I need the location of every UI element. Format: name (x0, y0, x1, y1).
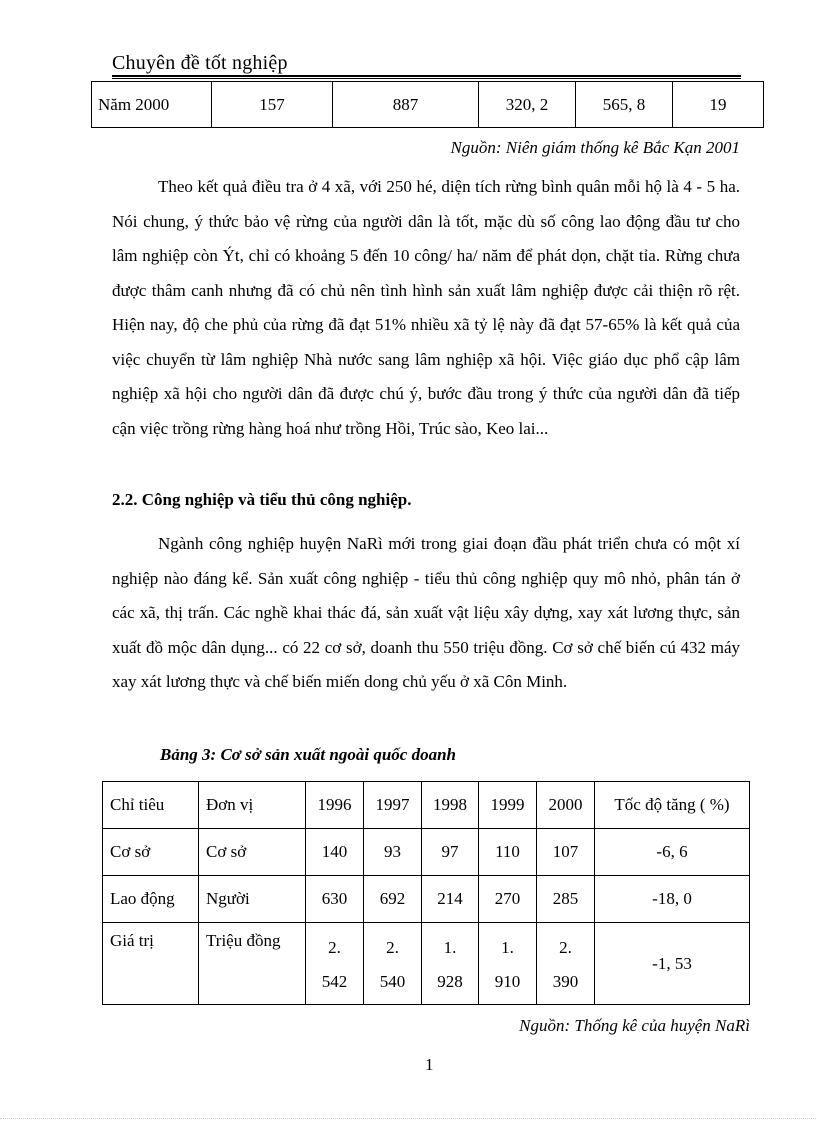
table-cell: Cơ sở (103, 829, 199, 876)
table-cell (306, 923, 364, 1005)
table-row (92, 82, 764, 128)
cell-line: 1. (501, 938, 514, 957)
column-header: Chỉ tiêu (103, 782, 199, 829)
table-cell: 93 (364, 829, 422, 876)
table-cell: Giá trị (103, 923, 199, 1005)
table-cell: 97 (422, 829, 479, 876)
table-cell: 157 (212, 82, 333, 128)
paragraph (112, 170, 740, 446)
cell-line: 390 (552, 972, 579, 991)
table-cell (479, 923, 537, 1005)
cell-line: 2. (559, 938, 572, 957)
cell-line: 542 (321, 972, 348, 991)
column-header: 1997 (364, 782, 422, 829)
column-header: 1996 (306, 782, 364, 829)
data-table (102, 781, 750, 1005)
section-heading: 2.2. Công nghiệp và tiểu thủ công nghiệp. (112, 490, 412, 509)
cell-line: 928 (437, 972, 463, 991)
table-cell (537, 923, 595, 1005)
header-rule-thin (112, 78, 741, 79)
paragraph-text: Theo kết quả điều tra ở 4 xã, với 250 hé, diện tích rừng bình quân mỗi hộ là 4 - 5 ha. Nói chung, ý thức bảo vệ rừng của người dân là tốt, mặc dù số công lao động đầu tư cho lâm nghiệp còn Ýt, chỉ có khoảng 5 đến 10 công/ ha/ năm để phát dọn, chặt tỉa. Rừng chưa được thâm canh nhưng đã có chủ nên tình hình sản xuất lâm nghiệp được cải thiện rõ rệt. Hiện nay, độ che phủ của rừng đã đạt 51% nhiều xã tỷ lệ này đã đạt 57-65% là kết quả của việc chuyển từ lâm nghiệp Nhà nước sang lâm nghiệp xã hội. Việc giáo dục phổ cập lâm nghiệp xã hội cho người dân đã được chú ý, bước đầu trong ý thức của người dân đã tiếp cận việc trồng rừng hàng hoá như trồng Hồi, Trúc sào, Keo lai... (112, 177, 740, 438)
table-caption: Bảng 3: Cơ sở sản xuất ngoài quốc doanh (160, 745, 456, 764)
table-cell: Năm 2000 (92, 82, 212, 128)
table-cell: -18, 0 (595, 876, 750, 923)
column-header: Tốc độ tăng ( %) (595, 782, 750, 829)
column-header: Đơn vị (199, 782, 306, 829)
cell-line: 2. (386, 938, 399, 957)
table-cell: Lao động (103, 876, 199, 923)
table-cell (364, 923, 422, 1005)
cell-line: 540 (379, 972, 406, 991)
source-note: Nguồn: Niên giám thống kê Bắc Kạn 2001 (450, 138, 740, 157)
page-number: 1 (425, 1055, 434, 1074)
table-row (103, 923, 750, 1005)
column-header: 1999 (479, 782, 537, 829)
table-cell: 320, 2 (479, 82, 576, 128)
table-cell: 692 (364, 876, 422, 923)
table-row (103, 876, 750, 923)
table-cell: 140 (306, 829, 364, 876)
column-header: 2000 (537, 782, 595, 829)
cell-line: 1. (443, 938, 457, 957)
table-cell: 107 (537, 829, 595, 876)
header-rule (112, 75, 741, 77)
table-cell: 565, 8 (576, 82, 673, 128)
paragraph (112, 527, 740, 700)
table-cell: 270 (479, 876, 537, 923)
table-cell: 110 (479, 829, 537, 876)
column-header: 1998 (422, 782, 479, 829)
table-cell: Người (199, 876, 306, 923)
table-header-row (103, 782, 750, 829)
table-cell: -1, 53 (595, 923, 750, 1005)
top-table (91, 81, 764, 128)
table-cell: Cơ sở (199, 829, 306, 876)
table-cell: Triệu đồng (199, 923, 306, 1005)
page-break-rule (0, 1118, 816, 1119)
table-cell: 19 (673, 82, 764, 128)
header-title: Chuyên đề tốt nghiệp (112, 52, 288, 74)
table-cell: 887 (333, 82, 479, 128)
table-cell: 285 (537, 876, 595, 923)
cell-line: 910 (494, 972, 521, 991)
table-cell: -6, 6 (595, 829, 750, 876)
table-cell: 214 (422, 876, 479, 923)
table-cell (422, 923, 479, 1005)
cell-line: 2. (328, 938, 341, 957)
paragraph-text: Ngành công nghiệp huyện NaRì mới trong giai đoạn đầu phát triển chưa có một xí nghiệp nào đáng kể. Sản xuất công nghiệp - tiểu thủ công nghiệp quy mô nhỏ, phân tán ở các xã, thị trấn. Các nghề khai thác đá, sản xuất vật liệu xây dựng, xay xát lương thực, sản xuất đồ mộc dân dụng... có 22 cơ sở, doanh thu 550 triệu đồng. Cơ sở chế biến cú 432 máy xay xát lương thực và chế biến miến dong chủ yếu ở xã Côn Minh. (112, 534, 740, 691)
table-row (103, 829, 750, 876)
table-cell: 630 (306, 876, 364, 923)
source-note: Nguồn: Thống kê của huyện NaRì (519, 1016, 750, 1035)
